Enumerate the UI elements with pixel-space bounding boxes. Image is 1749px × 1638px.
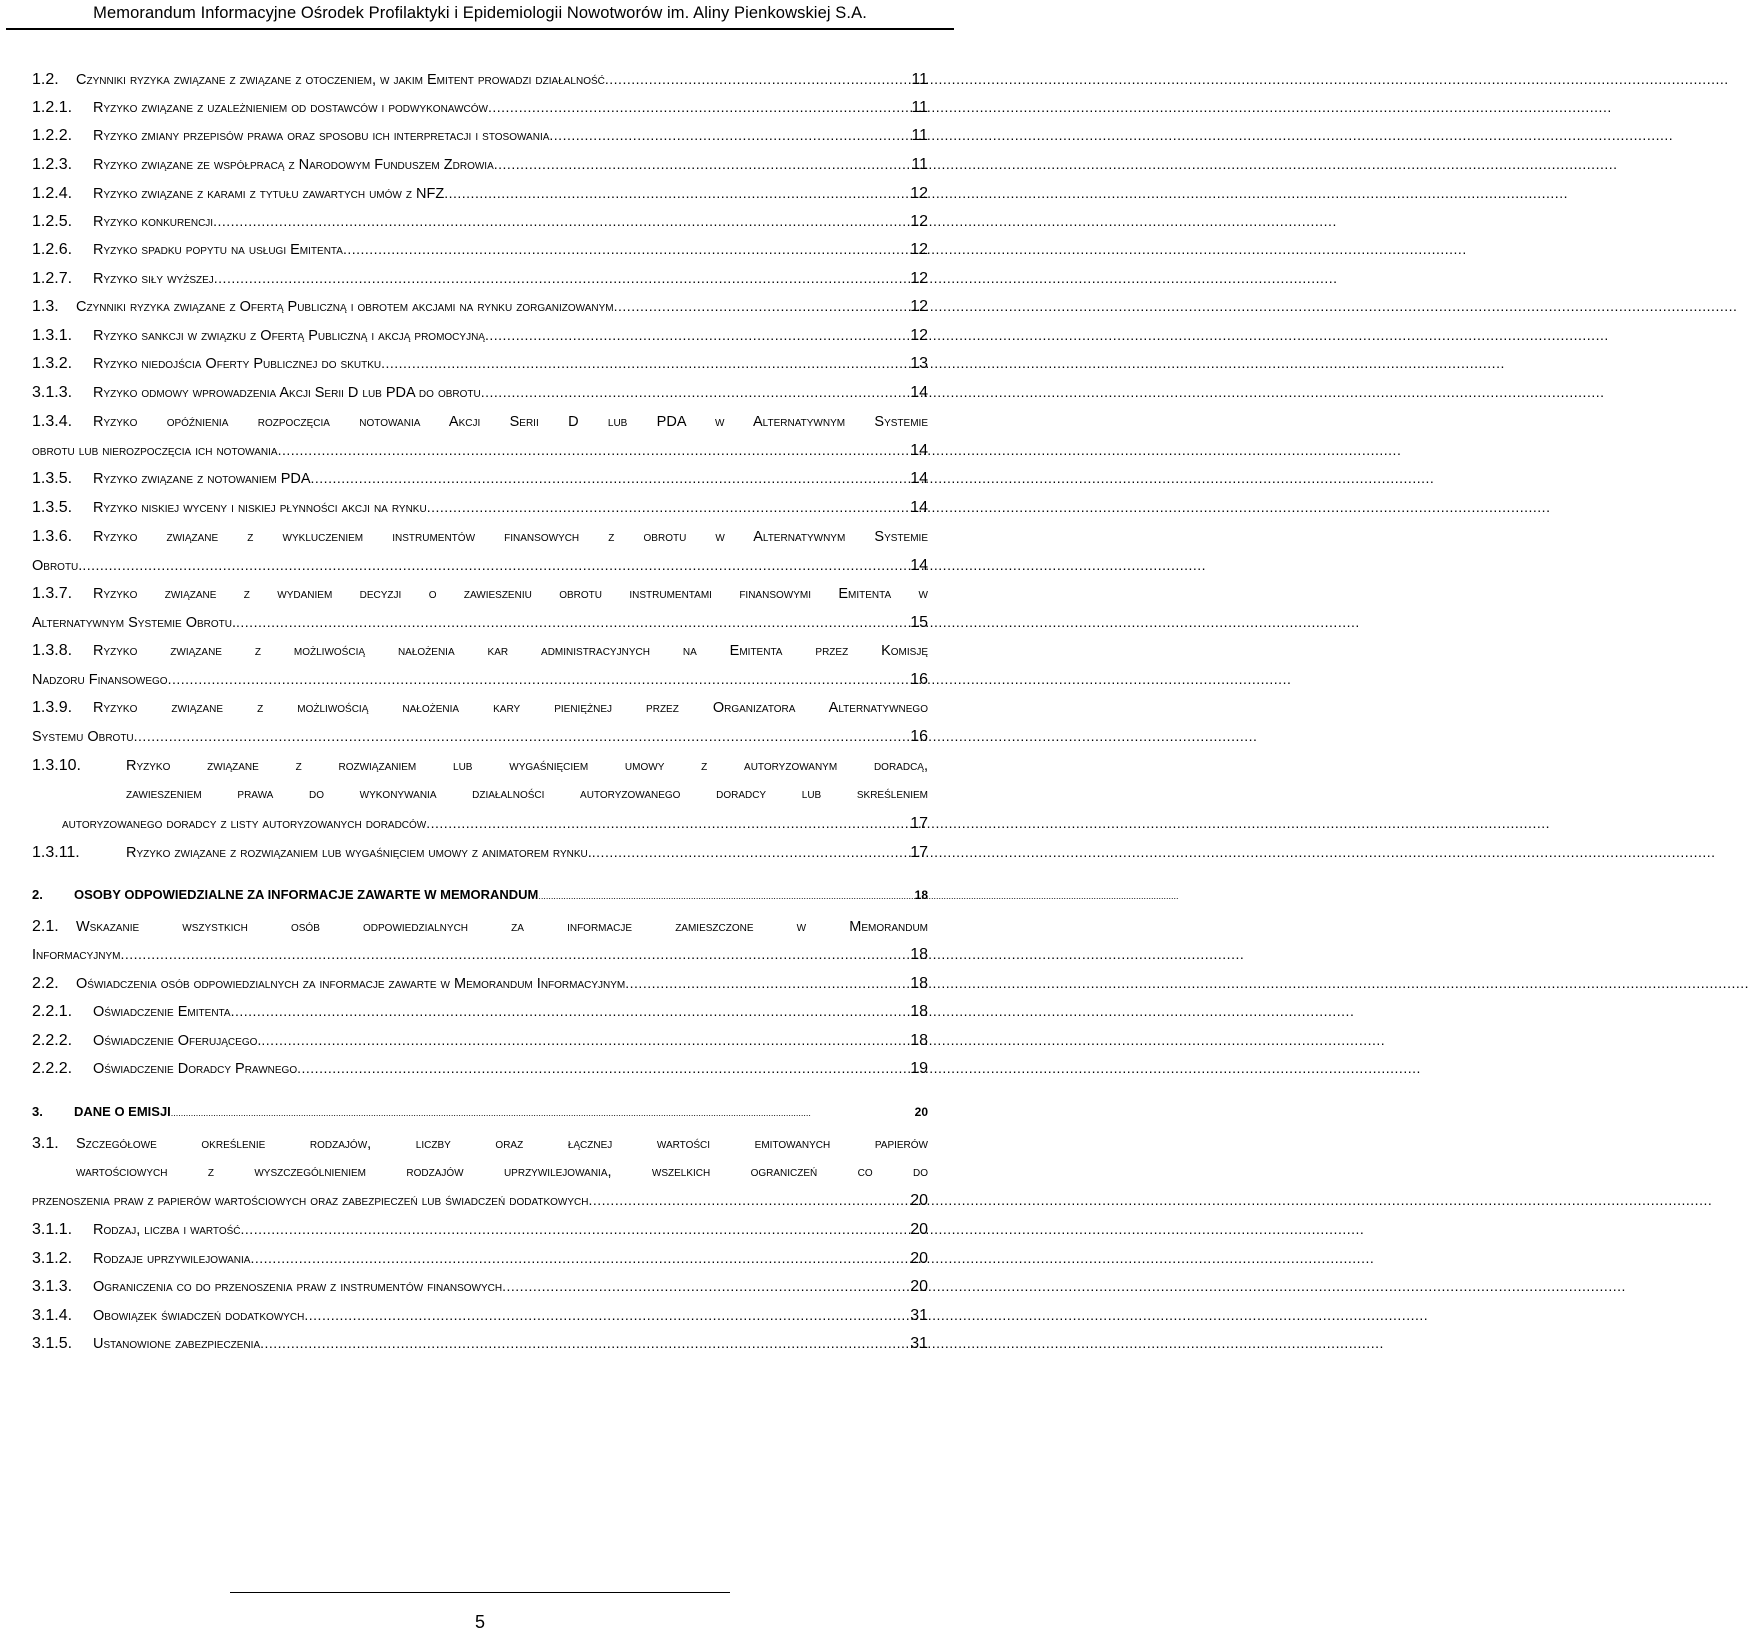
toc-leader-dots xyxy=(481,384,908,400)
toc-page-number: 15 xyxy=(910,614,928,631)
toc-number: 2.2.2. xyxy=(32,1060,73,1077)
toc-page-number: 31 xyxy=(910,1307,928,1324)
toc-title: Ryzyko niedojścia Oferty Publicznej do skutku xyxy=(93,356,382,372)
toc-number: 2.2.1. xyxy=(32,1003,73,1020)
toc-page-number: 14 xyxy=(910,442,928,459)
toc-leader-dots xyxy=(625,975,908,991)
toc-page-number: 11 xyxy=(911,71,928,88)
toc-number: 3.1. xyxy=(32,1135,59,1152)
document-header: Memorandum Informacyjne Ośrodek Profilaktyki i Epidemiologii Nowotworów im. Aliny Pienkowskiej S.A. xyxy=(93,4,867,22)
toc-title: Ryzyko związane z rozwiązaniem lub wygaśnięciem umowy z autoryzowanym doradcą, xyxy=(126,758,928,774)
toc-leader-dots xyxy=(614,298,909,314)
toc-title: Obrotu. xyxy=(32,558,83,574)
toc-leader-dots xyxy=(134,728,909,744)
toc-title: Czynniki ryzyka związane z Ofertą Publiczną i obrotem akcjami na rynku zorganizowanym xyxy=(76,299,614,315)
toc-page-number: 18 xyxy=(910,946,928,963)
toc-leader-dots xyxy=(592,844,908,860)
toc-title: Ograniczenia co do przenoszenia praw z instrumentów finansowych xyxy=(93,1279,503,1295)
toc-page-number: 14 xyxy=(910,384,928,401)
toc-page-number: 20 xyxy=(910,1192,928,1209)
toc-leader-dots xyxy=(297,1060,908,1076)
toc-title: Ryzyko związane z karami z tytułu zawartych umów z NFZ xyxy=(93,186,445,202)
toc-number: 1.2.1. xyxy=(32,99,73,116)
toc-number: 3.1.5. xyxy=(32,1335,73,1352)
toc-leader-dots xyxy=(213,213,908,229)
toc-number: 1.2.3. xyxy=(32,156,73,173)
toc-leader-dots xyxy=(488,99,909,115)
toc-title: Obowiązek świadczeń dodatkowych xyxy=(93,1308,305,1324)
toc-title: Systemu Obrotu xyxy=(32,729,134,745)
toc-number: 1.2.4. xyxy=(32,185,73,202)
toc-title: Rodzaj, liczba i wartość xyxy=(93,1222,241,1238)
toc-leader-dots xyxy=(260,1335,908,1351)
toc-page-number: 16 xyxy=(910,671,928,688)
toc-title: obrotu lub nierozpoczęcia ich notowania xyxy=(32,443,278,459)
toc-number: 1.3.4. xyxy=(32,413,73,430)
toc-number: 2.1. xyxy=(32,918,59,935)
toc-title: Ryzyko odmowy wprowadzenia Akcji Serii D lub PDA do obrotu xyxy=(93,385,481,401)
toc-title: Ryzyko związane z notowaniem PDA xyxy=(93,471,311,487)
toc-number: 1.3.5. xyxy=(32,470,73,487)
toc-title: Ryzyko związane z rozwiązaniem lub wygaśnięciem umowy z animatorem rynku. xyxy=(126,845,592,861)
toc-leader-dots xyxy=(343,241,908,257)
toc-number: 2. xyxy=(32,887,43,902)
toc-number: 1.3.11. xyxy=(32,844,80,861)
toc-title: Ryzyko siły wyższej xyxy=(93,271,214,287)
toc-number: 1.2.5. xyxy=(32,213,73,230)
toc-title: OSOBY ODPOWIEDZIALNE ZA INFORMACJE ZAWARTE W MEMORANDUM xyxy=(74,887,539,902)
footer-divider xyxy=(230,1592,730,1593)
toc-leader-dots xyxy=(427,499,909,515)
toc-title: przenoszenia praw z papierów wartościowych oraz zabezpieczeń lub świadczeń dodatkowych xyxy=(32,1193,589,1209)
toc-leader-dots xyxy=(231,1003,909,1019)
toc-leader-dots xyxy=(168,671,909,687)
toc-page-number: 11 xyxy=(911,156,928,173)
toc-title: Ryzyko związane z możliwością nałożenia kar administracyjnych na Emitenta przez Komisję xyxy=(93,643,928,659)
toc-leader-dots xyxy=(278,442,909,458)
toc-page-number: 12 xyxy=(910,241,928,258)
toc-title: Ryzyko związane ze współpracą z Narodowym Funduszem Zdrowia xyxy=(93,157,494,173)
toc-title: zawieszeniem prawa do wykonywania działalności autoryzowanego doradcy lub skreśleniem xyxy=(126,786,928,802)
toc-page-number: 12 xyxy=(910,298,928,315)
toc-page-number: 12 xyxy=(910,185,928,202)
toc-title: Ryzyko związane z możliwością nałożenia kary pieniężnej przez Organizatora Alternatywnego xyxy=(93,700,928,716)
toc-number: 1.3.8. xyxy=(32,642,73,659)
toc-page-number: 14 xyxy=(910,499,928,516)
toc-number: 1.3.7. xyxy=(32,585,73,602)
toc-number: 3.1.3. xyxy=(32,384,73,401)
toc-leader-dots xyxy=(171,1108,913,1118)
toc-leader-dots xyxy=(381,355,908,371)
toc-title: Oświadczenie Emitenta xyxy=(93,1004,231,1020)
toc-page-number: 12 xyxy=(910,213,928,230)
toc-title: wartościowych z wyszczególnieniem rodzajów uprzywilejowania, wszelkich ograniczeń co do xyxy=(76,1164,928,1180)
toc-leader-dots xyxy=(82,557,908,573)
toc-title: Oświadczenie Oferującego. xyxy=(93,1033,262,1049)
toc-number: 1.3.10. xyxy=(32,757,81,774)
toc-leader-dots xyxy=(261,1032,908,1048)
toc-page-number: 11 xyxy=(911,99,928,116)
toc-title: Ryzyko związane z wykluczeniem instrumentów finansowych z obrotu w Alternatywnym Systemie xyxy=(93,529,928,545)
toc-leader-dots xyxy=(502,1278,908,1294)
toc-number: 1.3.5. xyxy=(32,499,73,516)
toc-title: Ustanowione zabezpieczenia xyxy=(93,1336,261,1352)
toc-number: 1.3.2. xyxy=(32,355,73,372)
toc-title: Oświadczenia osób odpowiedzialnych za informacje zawarte w Memorandum Informacyjnym xyxy=(76,976,626,992)
toc-number: 1.3.9. xyxy=(32,699,73,716)
toc-number: 3.1.1. xyxy=(32,1221,73,1238)
toc-leader-dots xyxy=(250,1250,908,1266)
toc-page-number: 20 xyxy=(910,1278,928,1295)
toc-leader-dots xyxy=(236,614,908,630)
toc-title: Ryzyko konkurencji xyxy=(93,214,214,230)
toc-title: Informacyjnym xyxy=(32,947,121,963)
header-divider xyxy=(6,28,954,30)
toc-leader-dots xyxy=(538,891,912,901)
toc-page-number: 12 xyxy=(910,270,928,287)
toc-number: 3.1.3. xyxy=(32,1278,73,1295)
toc-number: 3.1.2. xyxy=(32,1250,73,1267)
toc-title: Ryzyko związane z wydaniem decyzji o zawieszeniu obrotu instrumentami finansowymi Emitenta w xyxy=(93,586,928,602)
toc-number: 1.3.1. xyxy=(32,327,73,344)
toc-number: 2.2.2. xyxy=(32,1032,73,1049)
toc-page-number: 12 xyxy=(910,327,928,344)
toc-title: Ryzyko niskiej wyceny i niskiej płynności akcji na rynku xyxy=(93,500,427,516)
toc-number: 3.1.4. xyxy=(32,1307,73,1324)
toc-page-number: 14 xyxy=(910,557,928,574)
toc-title: Czynniki ryzyka związane z związane z otoczeniem, w jakim Emitent prowadzi działalność xyxy=(76,72,605,88)
toc-number: 1.2.2. xyxy=(32,127,73,144)
toc-page-number: 20 xyxy=(914,1105,928,1119)
toc-number: 1.3. xyxy=(32,298,59,315)
toc-page-number: 18 xyxy=(910,1032,928,1049)
toc-title: autoryzowanego doradcy z listy autoryzowanych doradców xyxy=(62,816,427,832)
toc-page-number: 11 xyxy=(911,127,928,144)
toc-title: Ryzyko związane z uzależnieniem od dostawców i podwykonawców xyxy=(93,100,488,116)
toc-title: Alternatywnym Systemie Obrotu. xyxy=(32,615,237,631)
toc-title: DANE O EMISJI xyxy=(74,1104,171,1119)
toc-page-number: 17 xyxy=(910,844,928,861)
toc-page-number: 18 xyxy=(910,975,928,992)
toc-title: Ryzyko sankcji w związku z Ofertą Publiczną i akcją promocyjną xyxy=(93,328,485,344)
toc-page-number: 31 xyxy=(910,1335,928,1352)
toc-page-number: 20 xyxy=(910,1250,928,1267)
toc-leader-dots xyxy=(120,946,908,962)
toc-leader-dots xyxy=(311,470,909,486)
toc-leader-dots xyxy=(588,1192,908,1208)
toc-leader-dots xyxy=(605,71,910,87)
toc-number: 1.2.6. xyxy=(32,241,73,258)
toc-leader-dots xyxy=(444,185,908,201)
toc-leader-dots xyxy=(549,127,909,143)
toc-page-number: 18 xyxy=(910,1003,928,1020)
toc-leader-dots xyxy=(426,815,908,831)
toc-number: 3. xyxy=(32,1104,43,1119)
toc-title: Rodzaje uprzywilejowania xyxy=(93,1251,251,1267)
toc-number: 1.2.7. xyxy=(32,270,73,287)
toc-number: 1.2. xyxy=(32,71,59,88)
page-number: 5 xyxy=(474,1612,485,1632)
toc-leader-dots xyxy=(214,270,908,286)
toc-page-number: 17 xyxy=(910,815,928,832)
toc-title: Oświadczenie Doradcy Prawnego xyxy=(93,1061,298,1077)
toc-page-number: 16 xyxy=(910,728,928,745)
toc-number: 1.3.6. xyxy=(32,528,73,545)
toc-title: Wskazanie wszystkich osób odpowiedzialnych za informacje zamieszczone w Memorandum xyxy=(76,919,928,935)
toc-leader-dots xyxy=(494,156,910,172)
toc-page-number: 20 xyxy=(910,1221,928,1238)
toc-page-number: 14 xyxy=(910,470,928,487)
toc-number: 2.2. xyxy=(32,975,59,992)
toc-title: Ryzyko spadku popytu na usługi Emitenta xyxy=(93,242,343,258)
toc-page-number: 13 xyxy=(910,355,928,372)
toc-title: Ryzyko zmiany przepisów prawa oraz sposobu ich interpretacji i stosowania xyxy=(93,128,550,144)
toc-title: Ryzyko opóźnienia rozpoczęcia notowania Akcji Serii D lub PDA w Alternatywnym Systemie xyxy=(93,414,928,430)
toc-page-number: 18 xyxy=(914,888,928,902)
toc-leader-dots xyxy=(241,1221,909,1237)
toc-page-number: 19 xyxy=(910,1060,928,1077)
toc-title: Szczegółowe określenie rodzajów, liczby oraz łącznej wartości emitowanych papierów xyxy=(76,1136,928,1152)
toc-leader-dots xyxy=(485,327,908,343)
toc-leader-dots xyxy=(304,1307,908,1323)
toc-title: Nadzoru Finansowego xyxy=(32,672,168,688)
